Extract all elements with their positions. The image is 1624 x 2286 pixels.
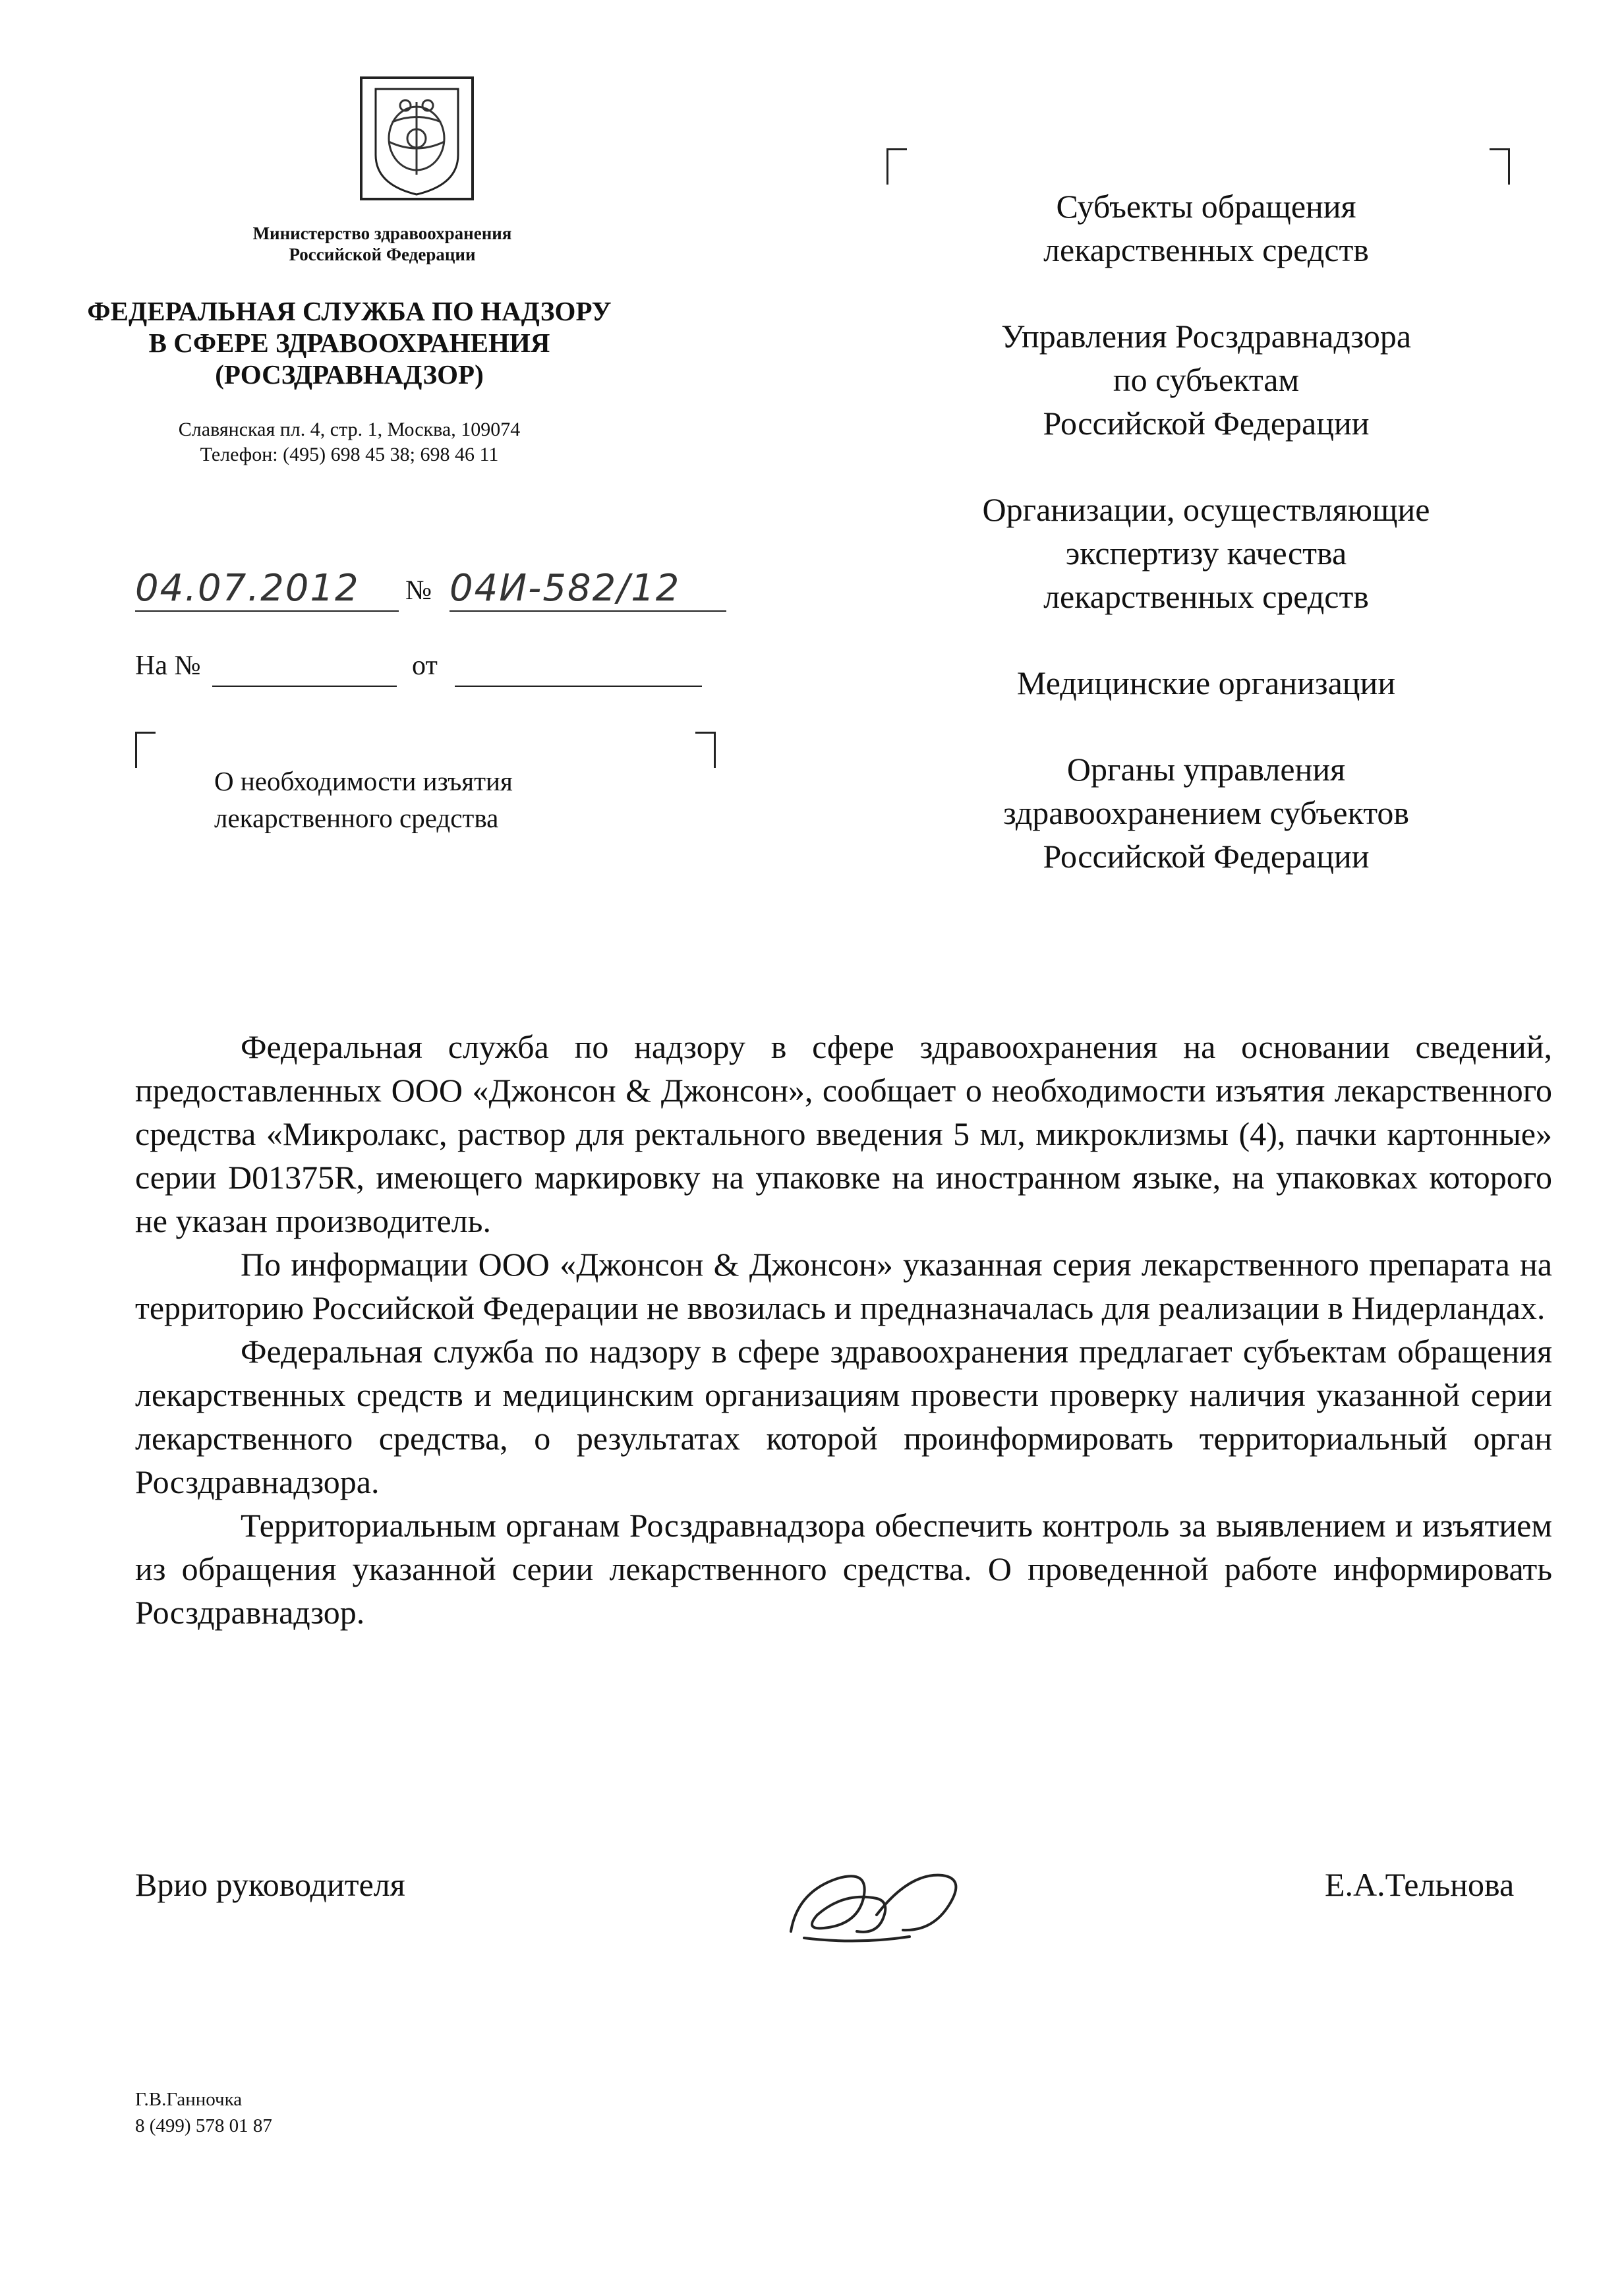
phone-line: Телефон: (495) 698 45 38; 698 46 11	[200, 444, 499, 465]
agency-name	[79, 295, 620, 390]
contact-name: Г.В.Ганночка	[135, 2089, 243, 2110]
reply-to-number-blank	[212, 686, 397, 687]
ministry-line: Российской Федерации	[289, 245, 476, 264]
addressee-line: лекарственных средств	[1043, 578, 1369, 615]
ministry-line: Министерство здравоохранения	[252, 223, 512, 243]
addressee-line: Организации, осуществляющие	[982, 491, 1430, 528]
subject	[214, 763, 676, 836]
addressee	[910, 661, 1503, 705]
addressee-line: здравоохранением субъектов	[1002, 794, 1410, 831]
addressee-bracket-right	[1490, 148, 1510, 185]
letter-body	[135, 1025, 1552, 1634]
contact-info	[135, 2086, 272, 2139]
reply-from-date-blank	[455, 686, 702, 687]
agency-address	[138, 417, 560, 467]
addressee-line: Субъекты обращения	[1056, 188, 1356, 225]
addressee-line: Управления Росздравнадзора	[1000, 318, 1412, 355]
addressee-line: Органы управления	[1066, 751, 1346, 788]
addressee-line: лекарственных средств	[1043, 231, 1369, 268]
signatory-title: Врио руководителя	[135, 1866, 405, 1903]
registration-date: 04.07.2012	[135, 567, 399, 612]
addressee-line: по субъектам	[1113, 361, 1300, 398]
body-paragraph: Федеральная служба по надзору в сфере здравоохранения на основании сведений, предоставленных ООО «Джонсон & Джонсон», сообщает о необходимости изъятия лекарственного средства «Микролакс, раствор для ректального введения 5 мл, микроклизмы (4), пачки картонные» серии D01375R, имеющего маркировку на упаковке на иностранном языке, на упаковках которого не указан производитель.	[135, 1028, 1552, 1239]
registration-number: 04И-582/12	[450, 567, 726, 612]
emblem-icon	[359, 76, 475, 201]
number-sign: №	[405, 575, 432, 606]
addressees	[910, 185, 1503, 878]
body-paragraph: По информации ООО «Джонсон & Джонсон» указанная серия лекарственного препарата на территорию Российской Федерации не ввозилась и предназначалась для реализации в Нидерландах.	[135, 1246, 1552, 1326]
subject-line: лекарственного средства	[214, 803, 499, 833]
addressee-bracket-left	[886, 148, 907, 185]
signatory-name: Е.А.Тельнова	[1325, 1866, 1515, 1903]
addressee-line: экспертизу качества	[1065, 535, 1347, 572]
agency-line: ФЕДЕРАЛЬНАЯ СЛУЖБА ПО НАДЗОРУ	[87, 296, 612, 326]
addressee-line: Российской Федерации	[1043, 838, 1370, 875]
addressee	[910, 314, 1503, 445]
ministry-name	[198, 223, 567, 265]
addressee	[910, 185, 1503, 272]
subject-line: О необходимости изъятия	[214, 766, 513, 796]
agency-line: В СФЕРЕ ЗДРАВООХРАНЕНИЯ	[148, 328, 550, 358]
subject-bracket-right	[695, 732, 716, 768]
address-line: Славянская пл. 4, стр. 1, Москва, 109074	[178, 419, 521, 440]
reply-from-label: от	[412, 651, 438, 681]
addressee	[910, 747, 1503, 878]
signature-image	[778, 1852, 975, 1951]
body-paragraph: Федеральная служба по надзору в сфере здравоохранения предлагает субъектам обращения лекарственных средств и медицинским организациям провести проверку наличия указанной серии лекарственного средства, о результатах которой проинформировать территориальный орган Росздравнадзора.	[135, 1333, 1552, 1500]
addressee-line: Медицинские организации	[1016, 664, 1396, 701]
agency-line: (РОСЗДРАВНАДЗОР)	[215, 359, 484, 390]
contact-phone: 8 (499) 578 01 87	[135, 2115, 272, 2136]
reply-to-label: На №	[135, 651, 201, 681]
addressee-line: Российской Федерации	[1043, 405, 1370, 442]
addressee	[910, 488, 1503, 618]
body-paragraph: Территориальным органам Росздравнадзора обеспечить контроль за выявлением и изъятием из обращения указанной серии лекарственного средства. О проведенной работе информировать Росздравнадзор.	[135, 1507, 1552, 1631]
subject-bracket-left	[135, 732, 156, 768]
